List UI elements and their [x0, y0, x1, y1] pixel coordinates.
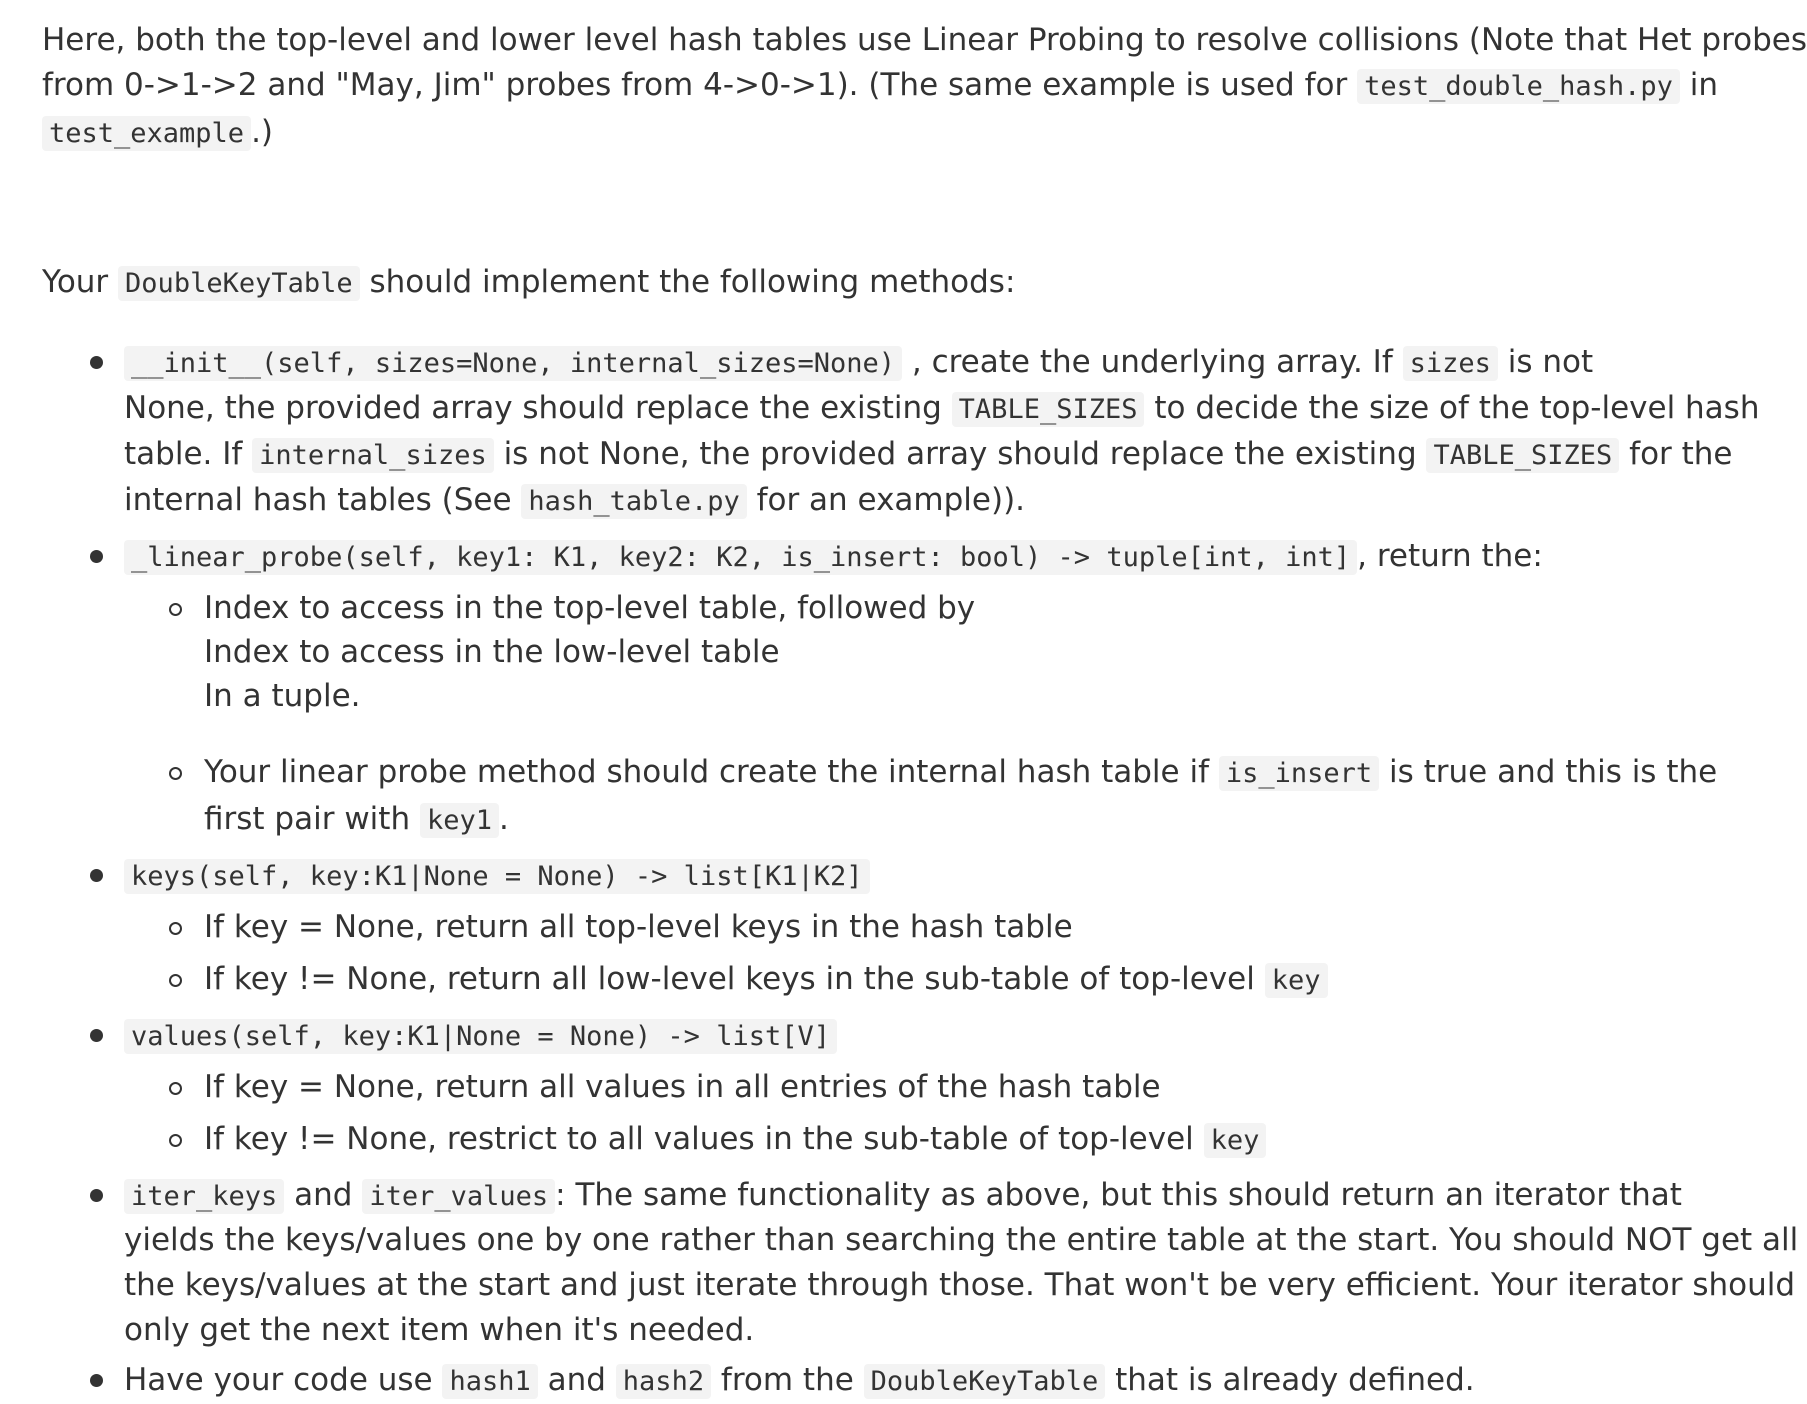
- list-text: : The same functionality as above, but this should return an iterator that: [555, 1177, 1682, 1213]
- bullet-dot: [90, 356, 103, 369]
- iter-line-2: [124, 1218, 1798, 1262]
- values-sub2: [204, 1117, 1266, 1163]
- keys-sub2: [204, 957, 1328, 1003]
- list-text: .: [498, 801, 509, 837]
- list-text: is not None, the provided array should replace the existing: [493, 436, 1427, 472]
- iter-line-4: [124, 1308, 754, 1352]
- keys-sub1: [204, 905, 1073, 949]
- hash-line-1: [124, 1358, 1475, 1404]
- heading-text: Your: [42, 264, 119, 300]
- list-text: the keys/values at the start and just iterate through those. That won't be very efficient. Your iterator should: [124, 1267, 1796, 1303]
- inline-code: key: [1265, 963, 1328, 998]
- sub-bullet-circle: [169, 922, 182, 935]
- list-text: Have your code use: [124, 1362, 443, 1398]
- intro-text: from 0->1->2 and "May, Jim" probes from 4->0->1). (The same example is used for: [42, 67, 1358, 103]
- intro-line-1: [42, 18, 1807, 62]
- inline-code: values(self, key:K1|None = None) -> list[V]: [124, 1019, 837, 1054]
- iter-line-3: [124, 1263, 1795, 1307]
- list-text: that is already defined.: [1105, 1362, 1475, 1398]
- sub-bullet-circle: [169, 974, 182, 987]
- intro-line-3: [42, 110, 273, 156]
- list-text: is true and this is the: [1379, 754, 1718, 790]
- list-text: None, the provided array should replace the existing: [124, 390, 952, 426]
- list-text: and: [284, 1177, 363, 1213]
- list-text: If key = None, return all top-level keys in the hash table: [204, 909, 1073, 945]
- list-text: only get the next item when it's needed.: [124, 1312, 755, 1348]
- list-text: yields the keys/values one by one rather than searching the entire table at the start. You should NOT get all: [124, 1222, 1799, 1258]
- inline-code: _linear_probe(self, key1: K1, key2: K2, is_insert: bool) -> tuple[int, int]: [124, 540, 1357, 575]
- list-text: from the: [711, 1362, 864, 1398]
- heading-text: should implement the following methods:: [359, 264, 1016, 300]
- inline-code: TABLE_SIZES: [1426, 438, 1619, 473]
- list-text: Your linear probe method should create the internal hash table if: [204, 754, 1219, 790]
- linear-line-1: [124, 534, 1543, 580]
- inline-code: hash_table.py: [521, 484, 746, 519]
- inline-code: TABLE_SIZES: [952, 392, 1145, 427]
- list-text: to decide the size of the top-level hash: [1144, 390, 1760, 426]
- inline-code: key: [1204, 1123, 1267, 1158]
- intro-text: in: [1679, 67, 1719, 103]
- list-text: for an example)).: [746, 482, 1026, 518]
- list-text: Index to access in the top-level table, followed by: [204, 590, 976, 626]
- bullet-dot: [90, 1189, 103, 1202]
- methods-heading: [42, 260, 1015, 306]
- list-text: Index to access in the low-level table: [204, 634, 780, 670]
- inline-code: is_insert: [1219, 756, 1379, 791]
- list-text: , create the underlying array. If: [902, 344, 1403, 380]
- list-text: If key != None, return all low-level keys in the sub-table of top-level: [204, 961, 1265, 997]
- list-text: internal hash tables (See: [124, 482, 522, 518]
- inline-code: iter_keys: [124, 1179, 284, 1214]
- sub-bullet-circle: [169, 603, 182, 616]
- sub-bullet-circle: [169, 1082, 182, 1095]
- iter-line-1: [124, 1173, 1682, 1219]
- list-text: is not: [1497, 344, 1594, 380]
- intro-text: .): [251, 114, 274, 150]
- inline-code: internal_sizes: [252, 438, 494, 473]
- linear-sub1-line-1: [204, 586, 975, 630]
- init-line-3: [124, 432, 1733, 478]
- list-text: and: [537, 1362, 616, 1398]
- list-text: If key != None, restrict to all values in the sub-table of top-level: [204, 1121, 1204, 1157]
- sub-bullet-circle: [169, 767, 182, 780]
- init-line-4: [124, 478, 1025, 524]
- inline-code: sizes: [1403, 346, 1498, 381]
- inline-code: keys(self, key:K1|None = None) -> list[K1|K2]: [124, 859, 870, 894]
- inline-code: DoubleKeyTable: [864, 1364, 1106, 1399]
- linear-sub1-line-3: [204, 674, 361, 718]
- bullet-dot: [90, 550, 103, 563]
- init-line-2: [124, 386, 1759, 432]
- bullet-dot: [90, 1029, 103, 1042]
- inline-code: test_double_hash.py: [1357, 69, 1680, 104]
- inline-code: DoubleKeyTable: [118, 266, 360, 301]
- inline-code: hash2: [616, 1364, 711, 1399]
- bullet-dot: [90, 1374, 103, 1387]
- linear-sub1-line-2: [204, 630, 780, 674]
- bullet-dot: [90, 869, 103, 882]
- list-text: for the: [1619, 436, 1733, 472]
- inline-code: __init__(self, sizes=None, internal_sizes=None): [124, 346, 902, 381]
- list-text: If key = None, return all values in all entries of the hash table: [204, 1069, 1161, 1105]
- values-line-1: [124, 1013, 837, 1059]
- linear-sub2-line-2: [204, 797, 509, 843]
- inline-code: key1: [420, 803, 499, 838]
- init-line-1: [124, 340, 1593, 386]
- list-text: , return the:: [1357, 538, 1543, 574]
- list-text: first pair with: [204, 801, 420, 837]
- inline-code: test_example: [42, 116, 251, 151]
- linear-sub2-line-1: [204, 750, 1717, 796]
- inline-code: iter_values: [362, 1179, 555, 1214]
- intro-line-2: [42, 63, 1718, 109]
- sub-bullet-circle: [169, 1134, 182, 1147]
- list-text: table. If: [124, 436, 253, 472]
- inline-code: hash1: [442, 1364, 537, 1399]
- keys-line-1: [124, 853, 870, 899]
- list-text: In a tuple.: [204, 678, 361, 714]
- intro-text: Here, both the top-level and lower level hash tables use Linear Probing to resolve collisions (Note that Het probes: [42, 22, 1807, 58]
- values-sub1: [204, 1065, 1161, 1109]
